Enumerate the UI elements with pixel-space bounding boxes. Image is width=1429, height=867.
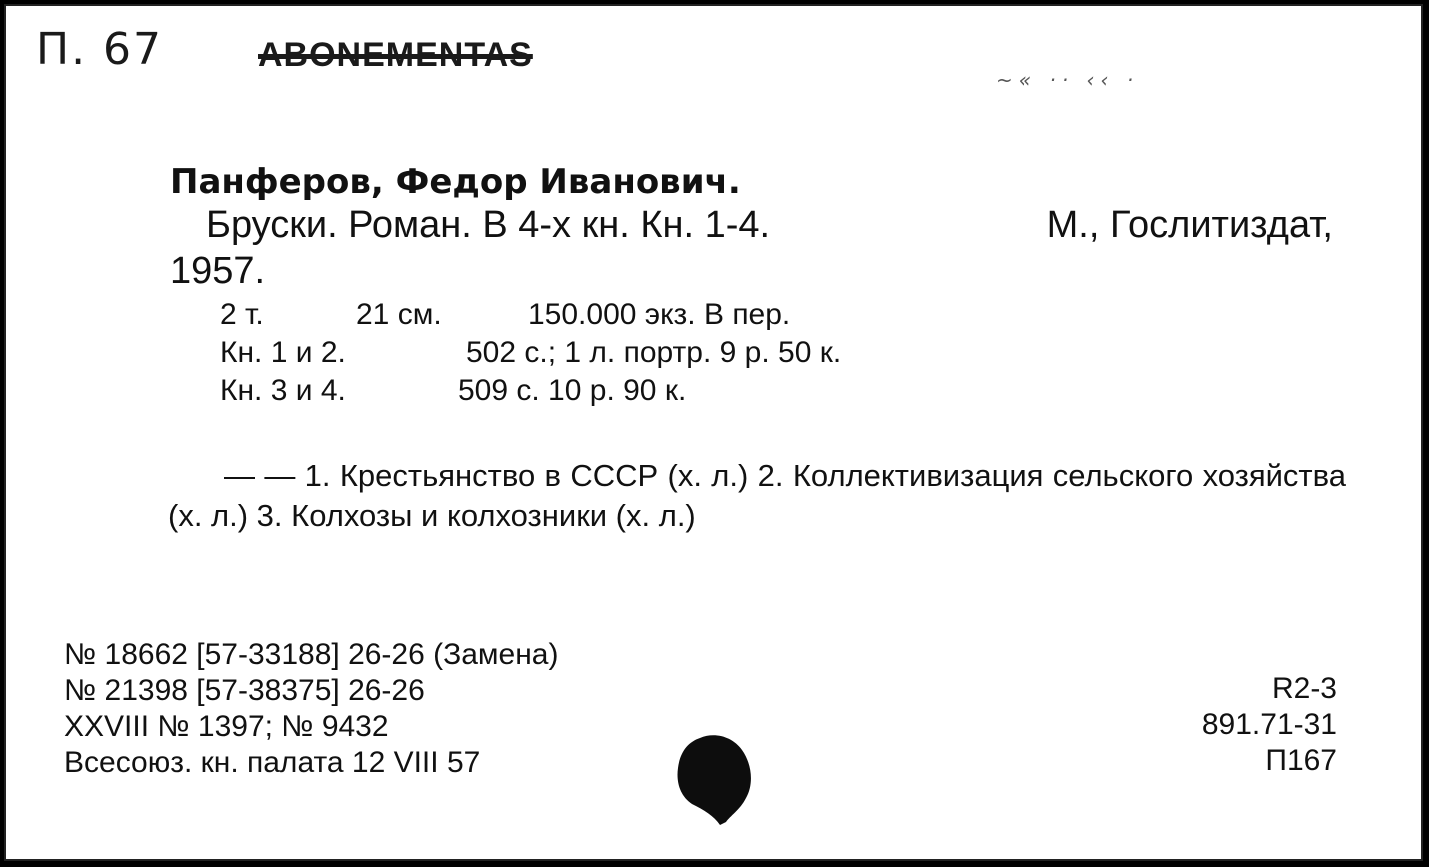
registration-line: Всесоюз. кн. палата 12 VIII 57 (64, 746, 481, 779)
publisher: М., Гослитиздат, (1046, 204, 1333, 246)
catalog-card (4, 4, 1423, 861)
volume-pair-label: Кн. 3 и 4. (220, 374, 346, 407)
subject-headings: — — 1. Крестьянство в СССР (х. л.) 2. Коллективизация сельского хозяйства (х. л.) 3. Колхозы и колхозники (х. л.) (168, 458, 1346, 533)
volume-pair-details: 509 с. 10 р. 90 к. (458, 374, 687, 407)
registration-line: № 18662 [57-33188] 26-26 (Замена) (64, 638, 559, 671)
registration-line: № 21398 [57-38375] 26-26 (64, 674, 425, 707)
udc-index: 891.71-31 (1201, 708, 1337, 741)
volume-pair-label: Кн. 1 и 2. (220, 336, 346, 369)
book-height: 21 см. (356, 298, 442, 331)
author-heading: Панферов, Федор Иванович. (170, 162, 741, 202)
library-stamp: ABONEMENTAS (258, 36, 533, 74)
volume-pair-details: 502 с.; 1 л. портр. 9 р. 50 к. (466, 336, 842, 369)
book-title: Бруски. Роман. В 4-х кн. Кн. 1-4. (206, 204, 771, 246)
call-number: П167 (1265, 744, 1337, 777)
print-run: 150.000 экз. В пер. (528, 298, 791, 331)
classification-mark: R2-3 (1271, 672, 1337, 705)
handwritten-shelf-mark: П. 67 (36, 24, 164, 75)
registration-line: XXVIII № 1397; № 9432 (64, 710, 389, 743)
publication-year: 1957. (170, 250, 266, 292)
handwritten-scribble: ~« ·· ‹‹ · (996, 68, 1140, 92)
ink-blot (670, 730, 758, 826)
volumes-count: 2 т. (220, 298, 264, 331)
